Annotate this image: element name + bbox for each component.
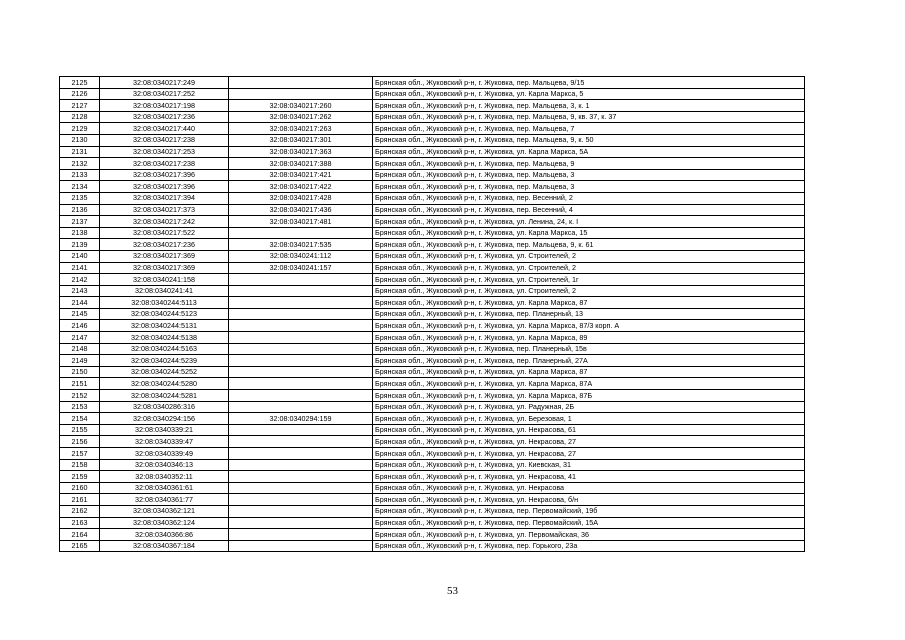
related-cadastral-number-cell: 32:08:0340217:421 (229, 169, 373, 181)
related-cadastral-number-cell (229, 274, 373, 286)
table-row (60, 413, 805, 425)
related-cadastral-number-cell (229, 88, 373, 100)
row-number-cell: 2125 (60, 77, 100, 89)
table-row (60, 494, 805, 506)
cadastral-number-cell: 32:08:0340286:316 (100, 401, 229, 413)
address-cell: Брянская обл., Жуковский р-н, г. Жуковка, ул. Радужная, 2Б (373, 401, 805, 413)
related-cadastral-number-cell: 32:08:0340217:436 (229, 204, 373, 216)
related-cadastral-number-cell: 32:08:0340217:422 (229, 181, 373, 193)
related-cadastral-number-cell (229, 529, 373, 541)
table-row (60, 216, 805, 228)
table-row (60, 169, 805, 181)
cadastral-number-cell: 32:08:0340217:373 (100, 204, 229, 216)
related-cadastral-number-cell (229, 378, 373, 390)
table-row (60, 424, 805, 436)
table-row (60, 308, 805, 320)
row-number-cell: 2133 (60, 169, 100, 181)
row-number-cell: 2159 (60, 471, 100, 483)
row-number-cell: 2127 (60, 100, 100, 112)
cadastral-number-cell: 32:08:0340217:242 (100, 216, 229, 228)
address-cell: Брянская обл., Жуковский р-н, г. Жуковка, ул. Некрасова, 41 (373, 471, 805, 483)
row-number-cell: 2138 (60, 227, 100, 239)
address-cell: Брянская обл., Жуковский р-н, г. Жуковка, пер. Первомайский, 19б (373, 505, 805, 517)
cadastral-number-cell: 32:08:0340244:5239 (100, 355, 229, 367)
related-cadastral-number-cell (229, 343, 373, 355)
page-number: 53 (447, 585, 458, 597)
address-cell: Брянская обл., Жуковский р-н, г. Жуковка, ул. Карла Маркса, 5А (373, 146, 805, 158)
row-number-cell: 2162 (60, 505, 100, 517)
row-number-cell: 2134 (60, 181, 100, 193)
table-row (60, 77, 805, 89)
address-cell: Брянская обл., Жуковский р-н, г. Жуковка, пер. Горького, 23а (373, 540, 805, 552)
table-row (60, 459, 805, 471)
table-row (60, 366, 805, 378)
cadastral-number-cell: 32:08:0340244:5113 (100, 297, 229, 309)
address-cell: Брянская обл., Жуковский р-н, г. Жуковка, ул. Карла Маркса, 87 (373, 366, 805, 378)
cadastral-number-cell: 32:08:0340346:13 (100, 459, 229, 471)
address-cell: Брянская обл., Жуковский р-н, г. Жуковка, ул. Строителей, 2 (373, 250, 805, 262)
address-cell: Брянская обл., Жуковский р-н, г. Жуковка, ул. Карла Маркса, 87 (373, 297, 805, 309)
table-row (60, 505, 805, 517)
address-cell: Брянская обл., Жуковский р-н, г. Жуковка, ул. Некрасова, б/н (373, 494, 805, 506)
address-cell: Брянская обл., Жуковский р-н, г. Жуковка, ул. Строителей, 2 (373, 285, 805, 297)
related-cadastral-number-cell (229, 366, 373, 378)
related-cadastral-number-cell (229, 424, 373, 436)
related-cadastral-number-cell: 32:08:0340294:159 (229, 413, 373, 425)
related-cadastral-number-cell: 32:08:0340217:260 (229, 100, 373, 112)
row-number-cell: 2126 (60, 88, 100, 100)
table-row (60, 320, 805, 332)
cadastral-number-cell: 32:08:0340244:5280 (100, 378, 229, 390)
row-number-cell: 2147 (60, 332, 100, 344)
related-cadastral-number-cell: 32:08:0340217:428 (229, 192, 373, 204)
cadastral-number-cell: 32:08:0340339:21 (100, 424, 229, 436)
table-row (60, 181, 805, 193)
row-number-cell: 2137 (60, 216, 100, 228)
address-cell: Брянская обл., Жуковский р-н, г. Жуковка, ул. Строителей, 1г (373, 274, 805, 286)
cadastral-number-cell: 32:08:0340244:5131 (100, 320, 229, 332)
related-cadastral-number-cell (229, 517, 373, 529)
cadastral-number-cell: 32:08:0340244:5123 (100, 308, 229, 320)
row-number-cell: 2148 (60, 343, 100, 355)
cadastral-number-cell: 32:08:0340294:156 (100, 413, 229, 425)
address-cell: Брянская обл., Жуковский р-н, г. Жуковка, пер. Мальцева, 9, к. 50 (373, 134, 805, 146)
address-cell: Брянская обл., Жуковский р-н, г. Жуковка, пер. Мальцева, 3 (373, 169, 805, 181)
table-row (60, 471, 805, 483)
address-cell: Брянская обл., Жуковский р-н, г. Жуковка, пер. Первомайский, 15А (373, 517, 805, 529)
cadastral-number-cell: 32:08:0340217:236 (100, 239, 229, 251)
cadastral-number-cell: 32:08:0340217:396 (100, 181, 229, 193)
table-row (60, 378, 805, 390)
row-number-cell: 2143 (60, 285, 100, 297)
cadastral-number-cell: 32:08:0340362:121 (100, 505, 229, 517)
cadastral-number-cell: 32:08:0340217:249 (100, 77, 229, 89)
row-number-cell: 2160 (60, 482, 100, 494)
related-cadastral-number-cell: 32:08:0340217:263 (229, 123, 373, 135)
row-number-cell: 2163 (60, 517, 100, 529)
address-cell: Брянская обл., Жуковский р-н, г. Жуковка, ул. Некрасова, 61 (373, 424, 805, 436)
cadastral-number-cell: 32:08:0340217:522 (100, 227, 229, 239)
cadastral-number-cell: 32:08:0340217:440 (100, 123, 229, 135)
cadastral-number-cell: 32:08:0340217:236 (100, 111, 229, 123)
table-row (60, 332, 805, 344)
row-number-cell: 2154 (60, 413, 100, 425)
row-number-cell: 2130 (60, 134, 100, 146)
address-cell: Брянская обл., Жуковский р-н, г. Жуковка, пер. Мальцева, 3 (373, 181, 805, 193)
row-number-cell: 2157 (60, 448, 100, 460)
table-row (60, 274, 805, 286)
address-cell: Брянская обл., Жуковский р-н, г. Жуковка, ул. Строителей, 2 (373, 262, 805, 274)
row-number-cell: 2165 (60, 540, 100, 552)
row-number-cell: 2156 (60, 436, 100, 448)
row-number-cell: 2128 (60, 111, 100, 123)
address-cell: Брянская обл., Жуковский р-н, г. Жуковка, пер. Весенний, 2 (373, 192, 805, 204)
cadastral-number-cell: 32:08:0340367:184 (100, 540, 229, 552)
related-cadastral-number-cell (229, 471, 373, 483)
address-cell: Брянская обл., Жуковский р-н, г. Жуковка, пер. Мальцева, 9, кв. 37, к. 37 (373, 111, 805, 123)
related-cadastral-number-cell (229, 332, 373, 344)
cadastral-number-cell: 32:08:0340217:394 (100, 192, 229, 204)
address-cell: Брянская обл., Жуковский р-н, г. Жуковка, ул. Карла Маркса, 89 (373, 332, 805, 344)
address-cell: Брянская обл., Жуковский р-н, г. Жуковка, ул. Ленина, 24, к. I (373, 216, 805, 228)
related-cadastral-number-cell: 32:08:0340241:157 (229, 262, 373, 274)
table-row (60, 355, 805, 367)
address-cell: Брянская обл., Жуковский р-н, г. Жуковка, ул. Некрасова (373, 482, 805, 494)
table-row (60, 227, 805, 239)
registry-table-body (60, 77, 805, 552)
table-row (60, 401, 805, 413)
related-cadastral-number-cell (229, 401, 373, 413)
row-number-cell: 2136 (60, 204, 100, 216)
related-cadastral-number-cell: 32:08:0340217:262 (229, 111, 373, 123)
row-number-cell: 2144 (60, 297, 100, 309)
row-number-cell: 2150 (60, 366, 100, 378)
table-row (60, 239, 805, 251)
table-row (60, 285, 805, 297)
table-row (60, 262, 805, 274)
cadastral-number-cell: 32:08:0340217:396 (100, 169, 229, 181)
address-cell: Брянская обл., Жуковский р-н, г. Жуковка, ул. Карла Маркса, 87А (373, 378, 805, 390)
related-cadastral-number-cell (229, 436, 373, 448)
cadastral-number-cell: 32:08:0340217:198 (100, 100, 229, 112)
address-cell: Брянская обл., Жуковский р-н, г. Жуковка, ул. Некрасова, 27 (373, 448, 805, 460)
row-number-cell: 2140 (60, 250, 100, 262)
related-cadastral-number-cell (229, 227, 373, 239)
cadastral-number-cell: 32:08:0340217:253 (100, 146, 229, 158)
cadastral-number-cell: 32:08:0340241:41 (100, 285, 229, 297)
table-row (60, 343, 805, 355)
related-cadastral-number-cell (229, 505, 373, 517)
related-cadastral-number-cell: 32:08:0340241:112 (229, 250, 373, 262)
row-number-cell: 2155 (60, 424, 100, 436)
table-row (60, 540, 805, 552)
row-number-cell: 2146 (60, 320, 100, 332)
table-row (60, 517, 805, 529)
row-number-cell: 2152 (60, 390, 100, 402)
cadastral-number-cell: 32:08:0340244:5163 (100, 343, 229, 355)
address-cell: Брянская обл., Жуковский р-н, г. Жуковка, ул. Карла Маркса, 87Б (373, 390, 805, 402)
cadastral-number-cell: 32:08:0340362:124 (100, 517, 229, 529)
related-cadastral-number-cell (229, 482, 373, 494)
registry-table (59, 76, 805, 552)
cadastral-number-cell: 32:08:0340361:61 (100, 482, 229, 494)
address-cell: Брянская обл., Жуковский р-н, г. Жуковка, ул. Карла Маркса, 15 (373, 227, 805, 239)
address-cell: Брянская обл., Жуковский р-н, г. Жуковка, пер. Мальцева, 9 (373, 158, 805, 170)
address-cell: Брянская обл., Жуковский р-н, г. Жуковка, пер. Планерный, 27А (373, 355, 805, 367)
address-cell: Брянская обл., Жуковский р-н, г. Жуковка, пер. Мальцева, 7 (373, 123, 805, 135)
related-cadastral-number-cell (229, 355, 373, 367)
cadastral-number-cell: 32:08:0340339:47 (100, 436, 229, 448)
table-row (60, 88, 805, 100)
table-row (60, 146, 805, 158)
table-row (60, 134, 805, 146)
address-cell: Брянская обл., Жуковский р-н, г. Жуковка, ул. Карла Маркса, 87/3 корп. А (373, 320, 805, 332)
row-number-cell: 2164 (60, 529, 100, 541)
related-cadastral-number-cell (229, 540, 373, 552)
related-cadastral-number-cell: 32:08:0340217:363 (229, 146, 373, 158)
table-row (60, 111, 805, 123)
address-cell: Брянская обл., Жуковский р-н, г. Жуковка, ул. Первомайская, 36 (373, 529, 805, 541)
row-number-cell: 2151 (60, 378, 100, 390)
table-row (60, 448, 805, 460)
table-row (60, 297, 805, 309)
table-row (60, 192, 805, 204)
related-cadastral-number-cell: 32:08:0340217:535 (229, 239, 373, 251)
cadastral-number-cell: 32:08:0340217:252 (100, 88, 229, 100)
table-row (60, 158, 805, 170)
cadastral-number-cell: 32:08:0340244:5252 (100, 366, 229, 378)
table-row (60, 204, 805, 216)
address-cell: Брянская обл., Жуковский р-н, г. Жуковка, пер. Мальцева, 3, к. 1 (373, 100, 805, 112)
related-cadastral-number-cell (229, 297, 373, 309)
related-cadastral-number-cell (229, 308, 373, 320)
row-number-cell: 2139 (60, 239, 100, 251)
address-cell: Брянская обл., Жуковский р-н, г. Жуковка, пер. Мальцева, 9, к. 61 (373, 239, 805, 251)
row-number-cell: 2158 (60, 459, 100, 471)
address-cell: Брянская обл., Жуковский р-н, г. Жуковка, пер. Мальцева, 9/15 (373, 77, 805, 89)
row-number-cell: 2145 (60, 308, 100, 320)
table-row (60, 123, 805, 135)
address-cell: Брянская обл., Жуковский р-н, г. Жуковка, ул. Некрасова, 27 (373, 436, 805, 448)
address-cell: Брянская обл., Жуковский р-н, г. Жуковка, пер. Весенний, 4 (373, 204, 805, 216)
table-row (60, 529, 805, 541)
related-cadastral-number-cell: 32:08:0340217:481 (229, 216, 373, 228)
related-cadastral-number-cell (229, 448, 373, 460)
cadastral-number-cell: 32:08:0340244:5281 (100, 390, 229, 402)
related-cadastral-number-cell: 32:08:0340217:301 (229, 134, 373, 146)
row-number-cell: 2142 (60, 274, 100, 286)
table-row (60, 482, 805, 494)
address-cell: Брянская обл., Жуковский р-н, г. Жуковка, ул. Киевская, 31 (373, 459, 805, 471)
cadastral-number-cell: 32:08:0340217:238 (100, 158, 229, 170)
table-row (60, 100, 805, 112)
related-cadastral-number-cell (229, 285, 373, 297)
table-row (60, 250, 805, 262)
row-number-cell: 2161 (60, 494, 100, 506)
cadastral-number-cell: 32:08:0340217:369 (100, 262, 229, 274)
row-number-cell: 2129 (60, 123, 100, 135)
address-cell: Брянская обл., Жуковский р-н, г. Жуковка, пер. Планерный, 15в (373, 343, 805, 355)
related-cadastral-number-cell (229, 77, 373, 89)
row-number-cell: 2131 (60, 146, 100, 158)
cadastral-number-cell: 32:08:0340366:86 (100, 529, 229, 541)
related-cadastral-number-cell (229, 320, 373, 332)
cadastral-number-cell: 32:08:0340217:369 (100, 250, 229, 262)
table-row (60, 390, 805, 402)
cadastral-number-cell: 32:08:0340352:11 (100, 471, 229, 483)
address-cell: Брянская обл., Жуковский р-н, г. Жуковка, ул. Березовая, 1 (373, 413, 805, 425)
row-number-cell: 2141 (60, 262, 100, 274)
cadastral-number-cell: 32:08:0340244:5138 (100, 332, 229, 344)
address-cell: Брянская обл., Жуковский р-н, г. Жуковка, пер. Планерный, 13 (373, 308, 805, 320)
related-cadastral-number-cell (229, 494, 373, 506)
row-number-cell: 2132 (60, 158, 100, 170)
row-number-cell: 2149 (60, 355, 100, 367)
related-cadastral-number-cell: 32:08:0340217:388 (229, 158, 373, 170)
related-cadastral-number-cell (229, 459, 373, 471)
cadastral-number-cell: 32:08:0340241:158 (100, 274, 229, 286)
cadastral-number-cell: 32:08:0340361:77 (100, 494, 229, 506)
cadastral-number-cell: 32:08:0340339:49 (100, 448, 229, 460)
address-cell: Брянская обл., Жуковский р-н, г. Жуковка, ул. Карла Маркса, 5 (373, 88, 805, 100)
table-row (60, 436, 805, 448)
related-cadastral-number-cell (229, 390, 373, 402)
row-number-cell: 2153 (60, 401, 100, 413)
row-number-cell: 2135 (60, 192, 100, 204)
cadastral-number-cell: 32:08:0340217:238 (100, 134, 229, 146)
